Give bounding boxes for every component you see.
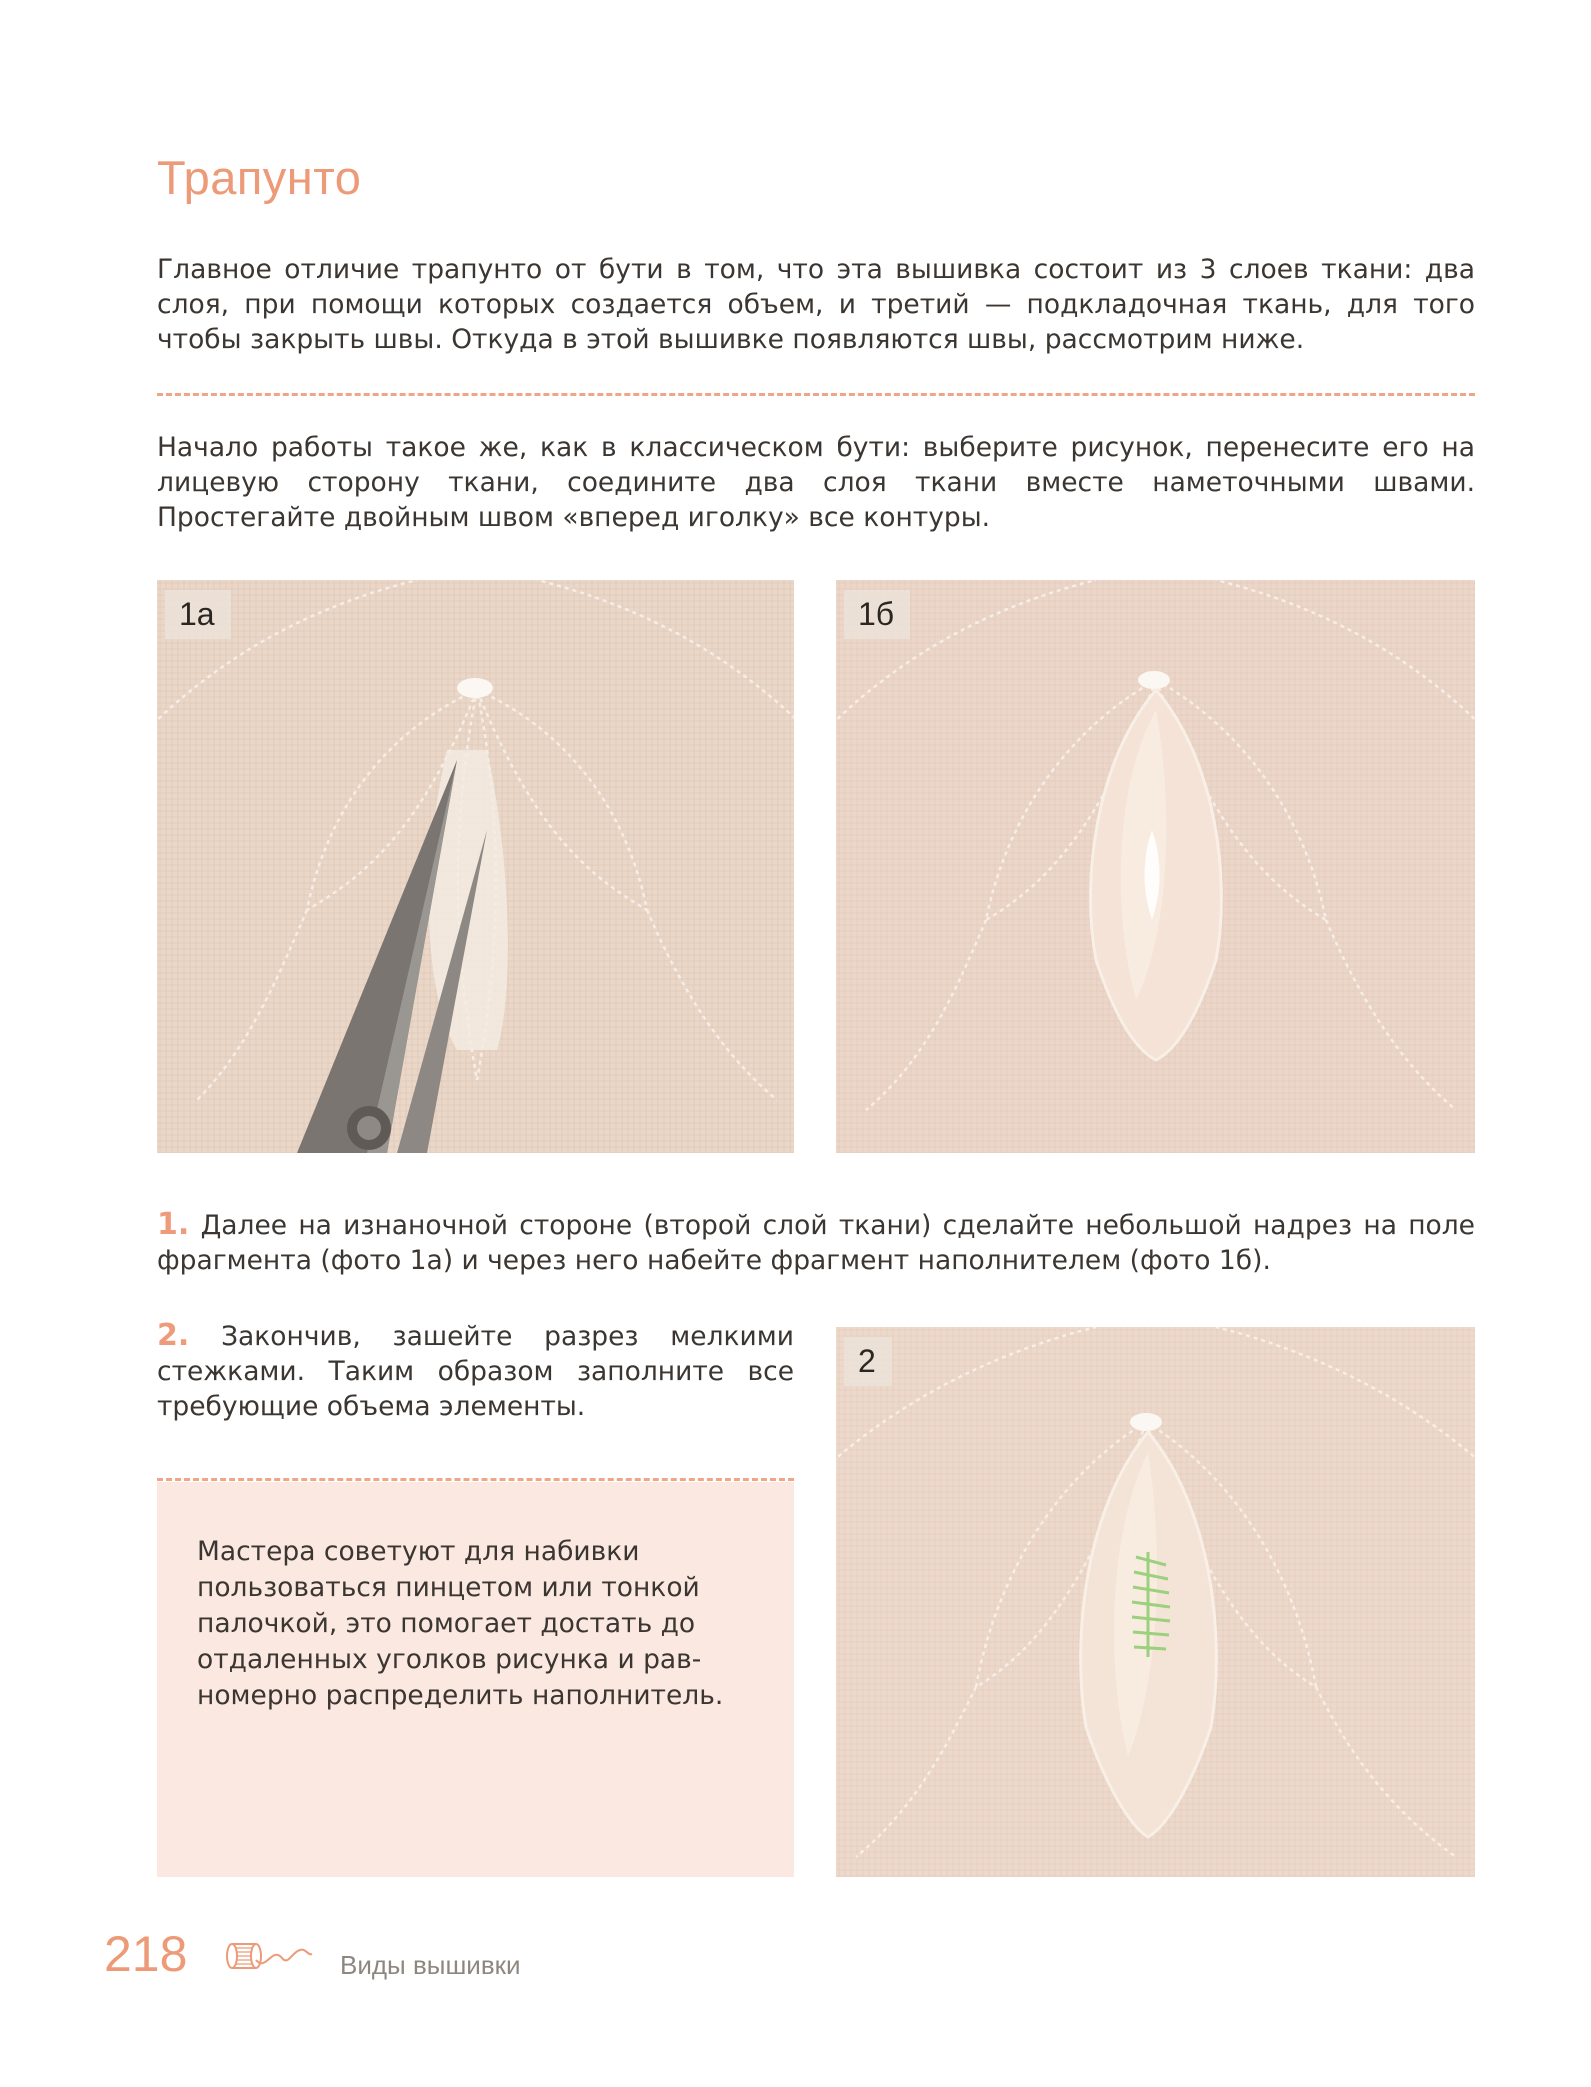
page-title: Трапунто [157,151,362,204]
step-2 [157,1318,794,1424]
page-number: 218 [104,1926,188,1982]
tip-box [157,1482,794,1877]
photo-label-2: 2 [844,1337,892,1386]
thread-spool-icon [222,1938,314,1974]
divider-top [157,393,1475,396]
divider-tip [157,1478,794,1481]
step-2-number: 2. [157,1318,190,1353]
tip-text: Мастера советуют для набивки пользоваться пинцетом или тонкой палочкой, это помогает достать до отдаленных уголков рисунка и равномерно распределить наполнитель. [197,1536,724,1711]
fabric-stitched-image [836,1327,1475,1877]
photo-label-1a: 1а [165,590,231,639]
section-name: Виды вышивки [340,1950,521,1980]
step-1-text: Далее на изнаночной стороне (второй слой ткани) сделайте небольшой надрез на поле фрагмента (фото 1а) и через него набейте фрагмент наполнителем (фото 1б). [157,1210,1475,1276]
step-1-number: 1. [157,1207,190,1242]
intro-paragraph: Главное отличие трапунто от бути в том, что эта вышивка состоит из 3 слоев ткани: два слоя, при помощи которых создается объем, и третий — подкладочная ткань, для того чтобы закрыть швы. Откуда в этой вышивке появляются швы, рассмотрим ниже. [157,254,1475,355]
fabric-stuffed-image [836,580,1475,1153]
step-2-text: Закончив, зашейте разрез мелкими стежками. Таким образом заполните все требующие объема элементы. [157,1321,794,1422]
start-paragraph: Начало работы такое же, как в классическом бути: выберите рисунок, перенесите его на лицевую сторону ткани, соедините два слоя ткани вместе наметочными швами. Простегайте двойным швом «вперед иголку» все контуры. [157,432,1475,533]
photo-2 [836,1327,1475,1877]
photo-1b [836,580,1475,1153]
fabric-scissors-image [157,580,794,1153]
photo-1a [157,580,794,1153]
step-1 [157,1207,1475,1278]
photo-label-1b: 1б [844,590,910,639]
